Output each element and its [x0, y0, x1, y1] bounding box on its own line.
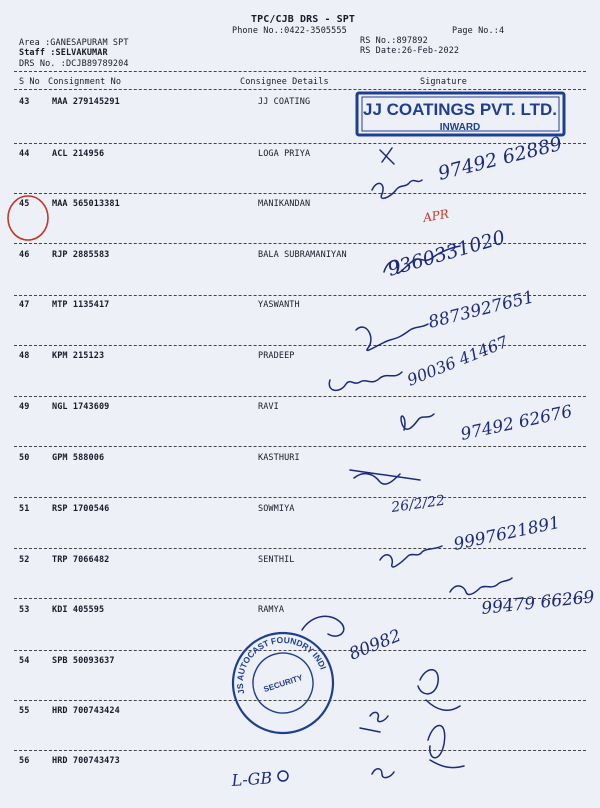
signature-row55: [360, 712, 388, 732]
handwriting-row50: 26/2/22: [390, 492, 447, 516]
signature-row49: [401, 414, 434, 430]
phone-number: Phone No.:0422-3505555: [232, 26, 347, 36]
signature-row56: [372, 769, 394, 778]
signature-row54: [418, 670, 460, 711]
signature-row53-bracket: [302, 616, 344, 636]
handwriting-row47: 8873927651: [426, 287, 537, 333]
row-consignment: MTP 1135417: [52, 300, 110, 310]
row-consignee: YASWANTH: [258, 300, 300, 310]
row-consignment: RSP 1700546: [52, 504, 110, 514]
round-stamp-center-text: SECURITY: [262, 672, 304, 695]
row-consignee: KASTHURI: [258, 453, 300, 463]
round-stamp: [0, 10, 346, 800]
row-consignment: HRD 700743424: [52, 706, 120, 716]
row-consignment: GPM 588006: [52, 453, 105, 463]
row-consignment: HRD 700743473: [52, 756, 120, 766]
row-sno: 45: [19, 199, 30, 209]
row-sno: 43: [19, 97, 30, 107]
rs-date: RS Date:26-Feb-2022: [360, 46, 460, 56]
staff-field: Staff :SELVAKUMAR: [19, 48, 108, 58]
rs-number: RS No.:897892: [360, 36, 428, 46]
signature-row52: [380, 546, 442, 567]
company-stamp-subtext: INWARD: [439, 122, 481, 133]
row-consignment: TRP 7066482: [52, 555, 110, 565]
col-sno: S No: [19, 77, 40, 87]
row-consignment: NGL 1743609: [52, 402, 110, 412]
signature-row53: [450, 578, 512, 595]
col-consignment: Consignment No: [48, 77, 122, 87]
row-consignee: RAMYA: [258, 605, 285, 615]
round-stamp-arc-text: JS AUTOCAST FOUNDRY INDIA: [234, 634, 329, 696]
handwriting-row56: L-GB: [230, 768, 273, 790]
row-consignee: PRADEEP: [258, 351, 295, 361]
red-circle-mark: [8, 196, 48, 240]
col-signature: Signature: [420, 77, 467, 87]
row-sno: 50: [19, 453, 30, 463]
row-sno: 51: [19, 504, 30, 514]
signature-row47: [356, 324, 428, 350]
row-sno: 55: [19, 706, 30, 716]
signature-row44: [372, 180, 422, 198]
row-consignment: MAA 565013381: [52, 199, 120, 209]
row-sno: 56: [19, 756, 30, 766]
area-field: Area :GANESAPURAM SPT: [19, 38, 129, 48]
row-consignee: MANIKANDAN: [258, 199, 311, 209]
row-consignee: JJ COATING: [258, 97, 311, 107]
handwriting-row44: 97492 62889: [435, 132, 565, 185]
handwriting-row48: 90036 41467: [404, 332, 511, 390]
handwriting-row53b: 99479 66269: [480, 587, 596, 619]
row-consignee: SOWMIYA: [258, 504, 295, 514]
row-consignee: LOGA PRIYA: [258, 149, 311, 159]
row-consignee: BALA SUBRAMANIYAN: [258, 250, 347, 260]
row-sno: 53: [19, 605, 30, 615]
circle-mark-row56: [278, 771, 288, 781]
company-stamp: [357, 93, 564, 135]
row-consignment: SPB 50093637: [52, 656, 115, 666]
sheet-title: TPC/CJB DRS - SPT: [251, 14, 356, 25]
row-consignment: KPM 215123: [52, 351, 105, 361]
handwriting-group: [230, 133, 596, 790]
drs-number: DRS No. :DCJB89789204: [19, 59, 129, 69]
handwriting-row53a: 80982: [346, 625, 405, 665]
handwriting-row46: 9360331020: [385, 226, 508, 281]
row-sno: 44: [19, 149, 30, 159]
page-number: Page No.:4: [452, 26, 505, 36]
row-sno: 48: [19, 351, 30, 361]
row-sno: 46: [19, 250, 30, 260]
handwriting-row52: 9997621891: [451, 512, 562, 555]
row-consignee: SENTHIL: [258, 555, 295, 565]
row-consignment: KDI 405595: [52, 605, 105, 615]
row-consignment: MAA 279145291: [52, 97, 120, 107]
row-sno: 49: [19, 402, 30, 412]
checkmark-row44: [380, 148, 394, 164]
row-sno: 52: [19, 555, 30, 565]
signature-row55b: [428, 725, 464, 767]
handwriting-row49: 97492 62676: [458, 401, 575, 445]
row-sno: 54: [19, 656, 30, 666]
signature-row50: [350, 470, 420, 484]
round-stamp-text: [0, 11, 329, 771]
row-consignee: RAVI: [258, 402, 279, 412]
row-sno: 47: [19, 300, 30, 310]
signature-row48: [329, 372, 402, 390]
col-consignee: Consignee Details: [240, 77, 329, 87]
handwriting-row45: APR: [422, 206, 450, 225]
row-consignment: RJP 2885583: [52, 250, 110, 260]
row-consignment: ACL 214956: [52, 149, 105, 159]
company-stamp-text: JJ COATINGS PVT. LTD.: [363, 100, 557, 119]
